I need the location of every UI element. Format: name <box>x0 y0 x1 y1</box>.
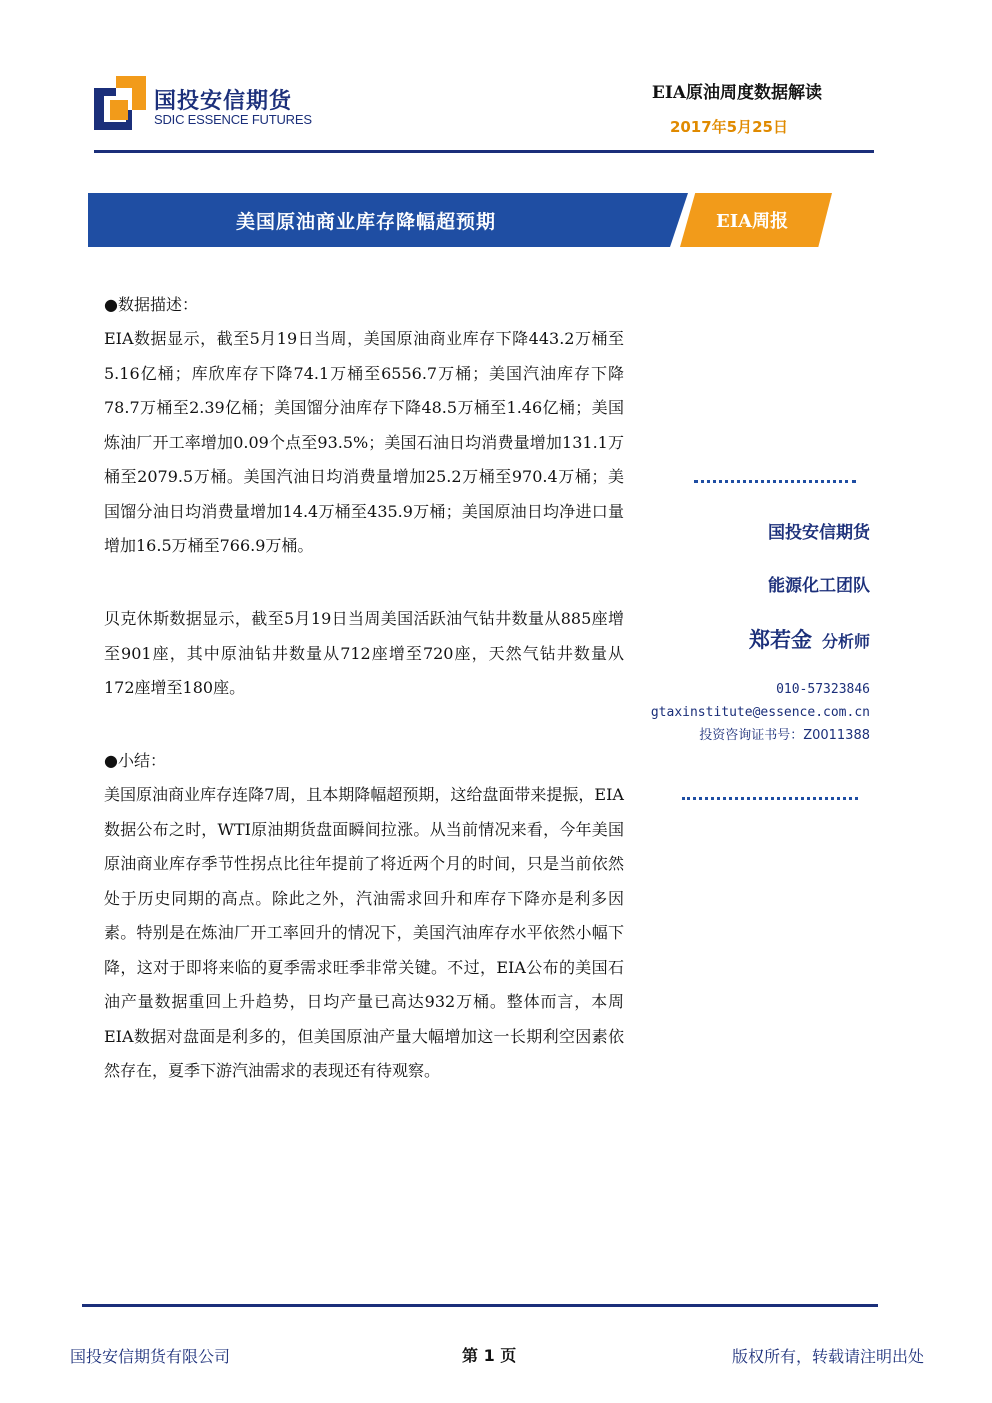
page-number: 第 1 页 <box>462 1346 517 1365</box>
footer-divider <box>82 1304 878 1307</box>
summary-paragraph: 美国原油商业库存连降7周，且本期降幅超预期，这给盘面带来提振，EIA数据公布之时，WTI原油期货盘面瞬间拉涨。从当前情况来看，今年美国原油商业库存季节性拐点比往年提前了将近两个月的时间，只是当前依然处于历史同期的高点。除此之外，汽油需求回升和库存下降亦是利多因素。特别是在炼油厂开工率回升的情况下，美国汽油库存水平依然小幅下降，这对于即将来临的夏季需求旺季非常关键。不过，EIA公布的美国石油产量数据重回上升趋势，日均产量已高达932万桶。整体而言，本周EIA数据对盘面是利多的，但美国原油产量大幅增加这一长期利空因素依然存在，夏季下游汽油需求的表现还有待观察。 <box>104 785 624 1080</box>
data-paragraph-eia: EIA数据显示，截至5月19日当周，美国原油商业库存下降443.2万桶至5.16亿桶；库欣库存下降74.1万桶至6556.7万桶；美国汽油库存下降78.7万桶至2.39亿桶；美国馏分油库存下降48.5万桶至1.46亿桶；美国炼油厂开工率增加0.09个点至93.5%；美国石油日均消费量增加131.1万桶至2079.5万桶。美国汽油日均消费量增加25.2万桶至970.4万桶；美国馏分油日均消费量增加14.4万桶至435.9万桶；美国原油日均净进口量增加16.5万桶至766.9万桶。 <box>104 329 624 555</box>
sidebar-phone: 010-57323846 <box>776 682 870 697</box>
headline-title: 美国原油商业库存降幅超预期 <box>236 211 497 233</box>
sidebar-team: 能源化工团队 <box>768 576 870 596</box>
section-heading-summary: ●小结： <box>104 751 166 770</box>
sidebar-analyst <box>749 624 870 654</box>
report-date: 2017年5月25日 <box>669 118 788 136</box>
section-heading-data: ●数据描述： <box>104 295 198 314</box>
report-type-label: EIA周报 <box>716 211 789 232</box>
sidebar-company: 国投安信期货 <box>768 523 870 543</box>
sidebar-certificate: 投资咨询证书号：Z0011388 <box>699 728 870 743</box>
analyst-role: 分析师 <box>821 632 870 651</box>
analyst-name: 郑若金 <box>748 628 812 652</box>
logo-mark-icon <box>94 76 146 132</box>
footer-company: 国投安信期货有限公司 <box>70 1347 231 1366</box>
sidebar-divider-top <box>694 480 856 483</box>
footer-copyright: 版权所有，转载请注明出处 <box>731 1347 924 1366</box>
data-paragraph-baker-hughes: 贝克休斯数据显示，截至5月19日当周美国活跃油气钻井数量从885座增至901座，其中原油钻井数量从712座增至720座，天然气钻井数量从172座增至180座。 <box>104 609 624 697</box>
sidebar-email-link[interactable]: gtaxinstitute@essence.com.cn <box>650 705 870 720</box>
header-divider <box>94 150 874 153</box>
report-title: EIA原油周度数据解读 <box>651 83 822 103</box>
sidebar-divider-bottom <box>682 797 858 800</box>
logo-text-en: SDIC ESSENCE FUTURES <box>154 112 312 127</box>
company-logo <box>94 76 324 136</box>
logo-text-cn: 国投安信期货 <box>154 89 293 114</box>
